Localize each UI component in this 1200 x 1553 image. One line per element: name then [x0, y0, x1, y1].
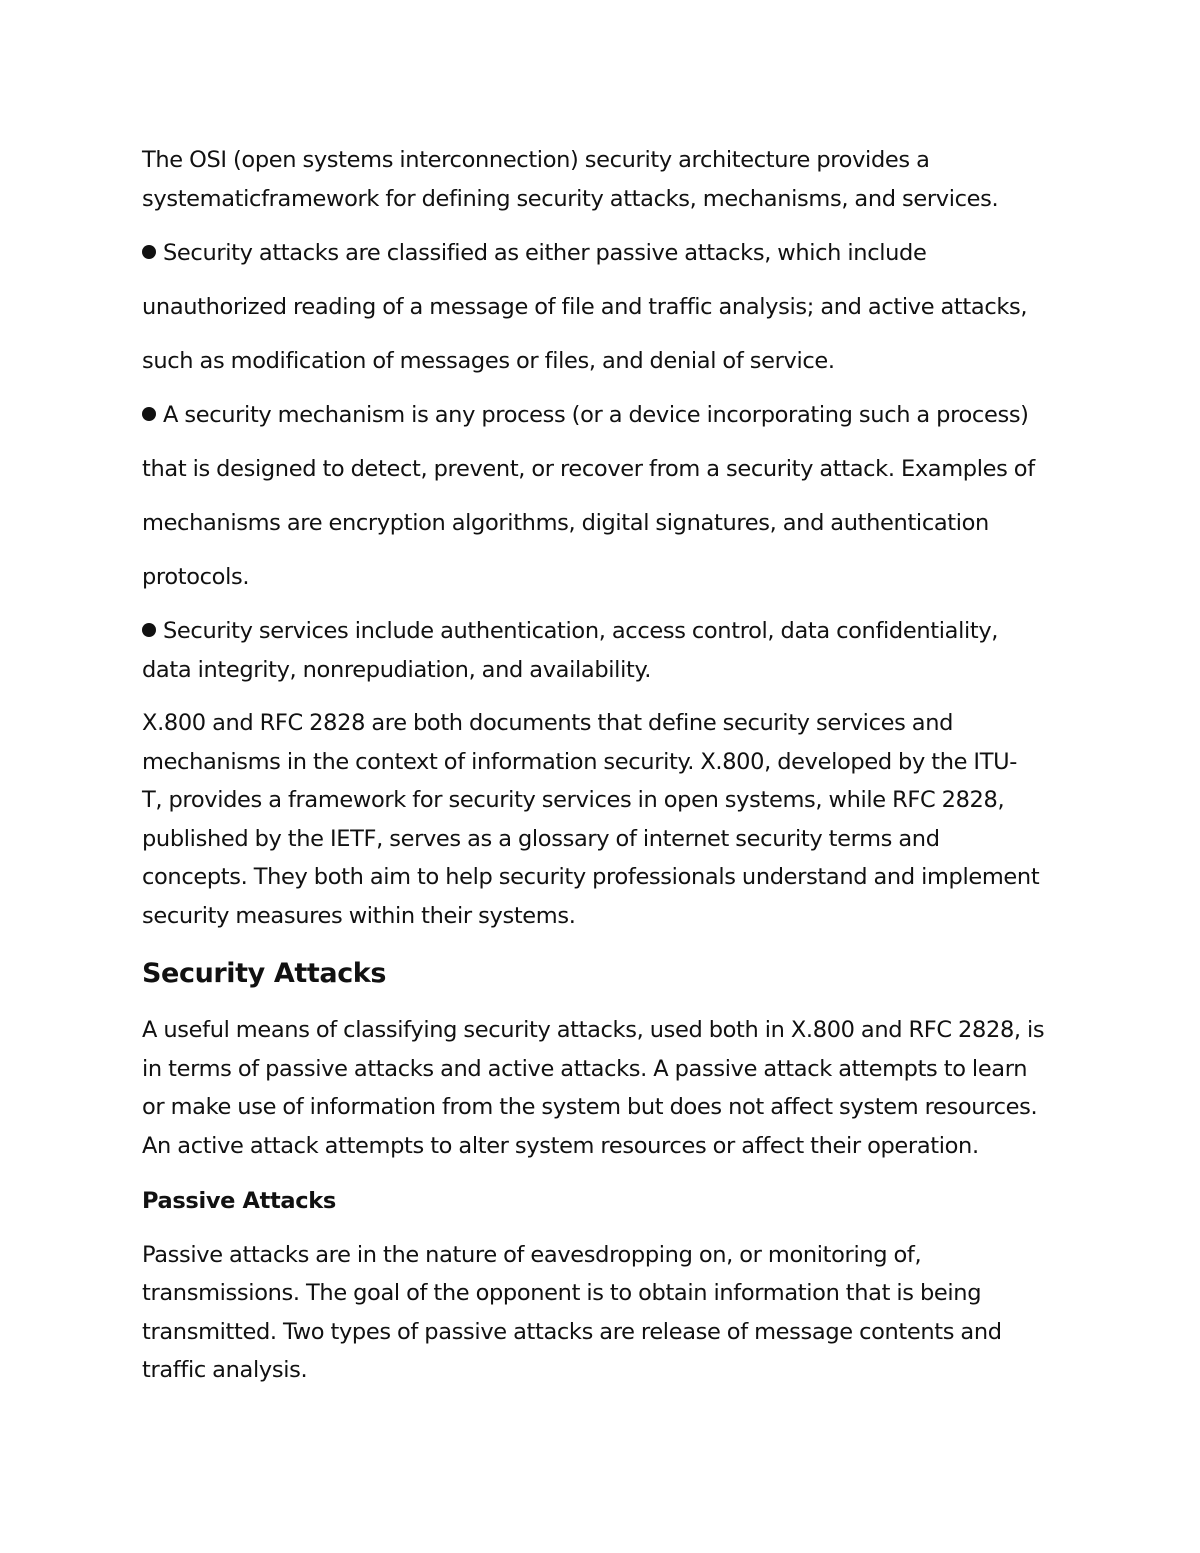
intro-line: systematicframework for defining security attacks, mechanisms, and services.	[142, 186, 999, 212]
paragraph-line: Passive attacks are in the nature of eavesdropping on, or monitoring of,	[142, 1242, 922, 1268]
bullet-text: Security services include authentication, access control, data confidentiality,	[163, 618, 999, 644]
paragraph-line: T, provides a framework for security services in open systems, while RFC 2828,	[142, 787, 1005, 813]
paragraph-line: concepts. They both aim to help security professionals understand and implement	[142, 864, 1040, 890]
bullet-line: protocols.	[142, 564, 250, 590]
bullet-line: that is designed to detect, prevent, or recover from a security attack. Examples of	[142, 456, 1035, 482]
paragraph-line: mechanisms in the context of information security. X.800, developed by the ITU-	[142, 749, 1018, 775]
paragraph-line: or make use of information from the system but does not affect system resources.	[142, 1094, 1038, 1120]
bullet-text: Security attacks are classified as either passive attacks, which include	[163, 240, 927, 266]
passive-attacks-heading: Passive Attacks	[142, 1188, 336, 1214]
bullet-icon	[142, 407, 156, 421]
bullet-item	[142, 234, 926, 272]
security-attacks-heading: Security Attacks	[142, 958, 387, 989]
bullet-icon	[142, 623, 156, 637]
paragraph-line: transmitted. Two types of passive attacks are release of message contents and	[142, 1319, 1002, 1345]
bullet-item	[142, 396, 1029, 434]
paragraph-line: transmissions. The goal of the opponent is to obtain information that is being	[142, 1280, 982, 1306]
paragraph-line: traffic analysis.	[142, 1357, 308, 1383]
bullet-line: mechanisms are encryption algorithms, digital signatures, and authentication	[142, 510, 989, 536]
bullet-item	[142, 612, 998, 650]
intro-line: The OSI (open systems interconnection) security architecture provides a	[142, 147, 930, 173]
bullet-text: A security mechanism is any process (or a device incorporating such a process)	[163, 402, 1029, 428]
bullet-line: data integrity, nonrepudiation, and availability.	[142, 657, 652, 683]
bullet-icon	[142, 245, 156, 259]
paragraph-line: in terms of passive attacks and active attacks. A passive attack attempts to learn	[142, 1056, 1028, 1082]
paragraph-line: A useful means of classifying security attacks, used both in X.800 and RFC 2828, is	[142, 1017, 1045, 1043]
paragraph-line: An active attack attempts to alter system resources or affect their operation.	[142, 1133, 979, 1159]
paragraph-line: published by the IETF, serves as a glossary of internet security terms and	[142, 826, 940, 852]
bullet-line: unauthorized reading of a message of file and traffic analysis; and active attacks,	[142, 294, 1028, 320]
paragraph-line: X.800 and RFC 2828 are both documents that define security services and	[142, 710, 954, 736]
paragraph-line: security measures within their systems.	[142, 903, 576, 929]
bullet-line: such as modification of messages or files, and denial of service.	[142, 348, 835, 374]
